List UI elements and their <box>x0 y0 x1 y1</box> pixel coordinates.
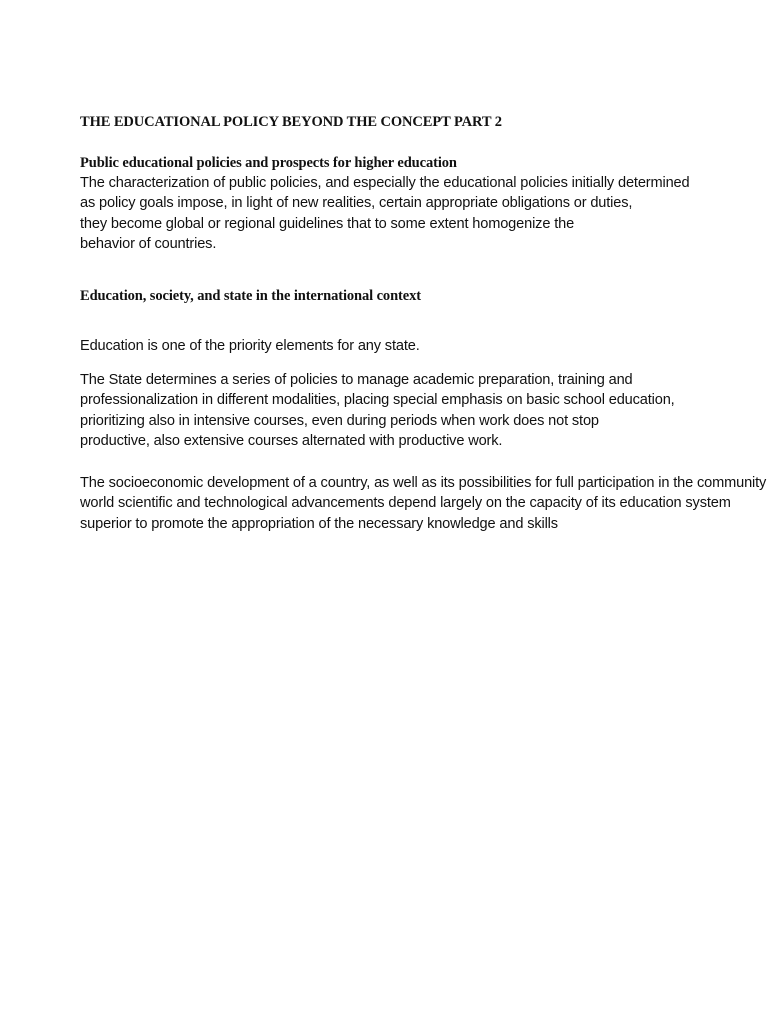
text-line: they become global or regional guidelines that to some extent homogenize the <box>80 215 575 232</box>
text-line: as policy goals impose, in light of new realities, certain appropriate obligations or duties, <box>80 195 633 212</box>
text-line: superior to promote the appropriation of the necessary knowledge and skills <box>80 515 558 532</box>
text-line: professionalization in different modalities, placing special emphasis on basic school education, <box>80 392 675 409</box>
section-heading-international-context: Education, society, and state in the international context <box>80 288 421 304</box>
text-line: Education is one of the priority elements for any state. <box>80 338 420 354</box>
paragraph-state-policies <box>80 370 675 451</box>
text-line: The socioeconomic development of a country, as well as its possibilities for full participation in the community <box>80 475 767 491</box>
text-line: world scientific and technological advancements depend largely on the capacity of its education system <box>80 495 731 512</box>
text-line: The characterization of public policies, and especially the educational policies initially determined <box>80 175 690 191</box>
text-line: productive, also extensive courses alternated with productive work. <box>80 432 503 449</box>
text-line: prioritizing also in intensive courses, even during periods when work does not stop <box>80 412 599 429</box>
section-heading-public-policies: Public educational policies and prospects for higher education <box>80 155 457 171</box>
text-line: The State determines a series of policies to manage academic preparation, training and <box>80 372 633 388</box>
paragraph-characterization <box>80 173 690 254</box>
paragraph-priority-elements <box>80 336 420 356</box>
paragraph-socioeconomic-development <box>80 473 766 534</box>
document-title: THE EDUCATIONAL POLICY BEYOND THE CONCEPT PART 2 <box>80 114 502 130</box>
text-line: behavior of countries. <box>80 235 217 252</box>
